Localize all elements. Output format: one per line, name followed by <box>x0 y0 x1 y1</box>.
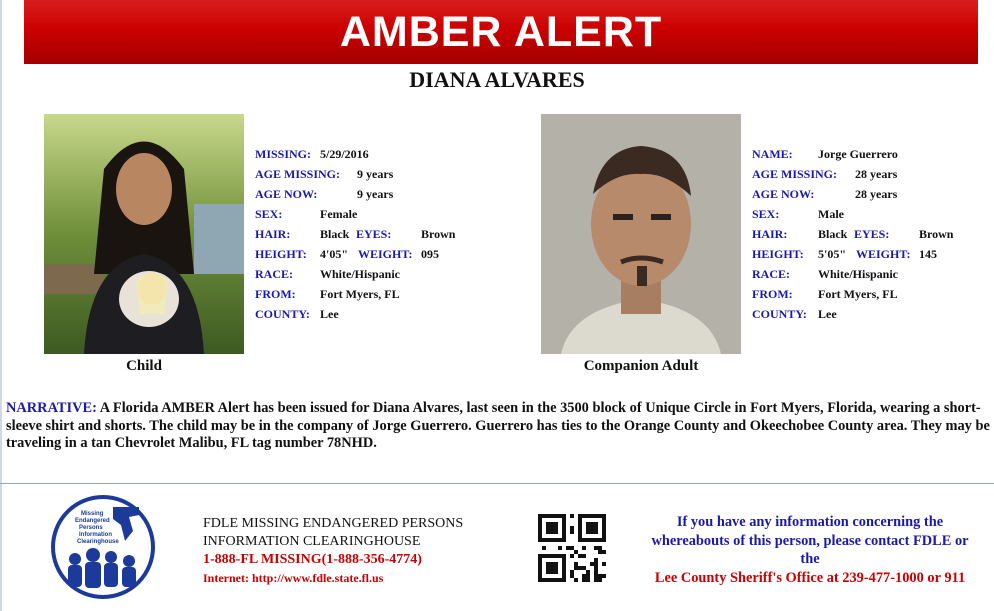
county-value: Lee <box>818 307 837 321</box>
eyes-label: EYES: <box>356 227 392 241</box>
svg-text:Persons: Persons <box>79 525 103 531</box>
from-label: FROM: <box>752 287 793 301</box>
companion-photo-caption: Companion Adult <box>583 358 699 374</box>
child-sex-row <box>255 204 495 224</box>
contact-instructions <box>630 513 990 587</box>
hair-value: Black <box>818 227 848 241</box>
hair-value: Black <box>320 227 350 241</box>
companion-height-row <box>752 244 987 264</box>
sex-value: Male <box>818 207 844 221</box>
name-value: Jorge Guerrero <box>818 147 898 161</box>
age-now-value: 28 years <box>855 187 898 201</box>
age-missing-label: AGE MISSING: <box>255 167 341 181</box>
weight-label: WEIGHT: <box>358 247 413 261</box>
narrative <box>6 400 991 453</box>
svg-text:Information: Information <box>79 532 112 538</box>
narrative-label: NARRATIVE: <box>6 400 97 416</box>
amber-alert-banner: AMBER ALERT <box>24 0 978 64</box>
child-hair-row <box>255 224 495 244</box>
hair-label: HAIR: <box>255 227 291 241</box>
age-missing-label: AGE MISSING: <box>752 167 838 181</box>
contact-line-2: whereabouts of this person, please contact FDLE or <box>651 532 969 549</box>
companion-photo <box>541 114 741 354</box>
name-label: NAME: <box>752 147 793 161</box>
qr-code <box>538 514 606 582</box>
svg-text:Missing: Missing <box>81 511 104 517</box>
hair-label: HAIR: <box>752 227 788 241</box>
from-label: FROM: <box>255 287 296 301</box>
sex-value: Female <box>320 207 358 221</box>
height-value: 5'05" <box>818 247 846 261</box>
height-value: 4'05" <box>320 247 348 261</box>
race-value: White/Hispanic <box>818 267 899 281</box>
eyes-label: EYES: <box>854 227 890 241</box>
companion-age-missing-row <box>752 164 987 184</box>
county-label: COUNTY: <box>752 307 807 321</box>
race-label: RACE: <box>752 267 790 281</box>
org-name-line2: INFORMATION CLEARINGHOUSE <box>203 534 421 549</box>
sex-label: SEX: <box>255 207 283 221</box>
age-now-label: AGE NOW: <box>752 187 815 201</box>
child-age-now-row <box>255 184 495 204</box>
contact-line-3: the <box>800 551 820 567</box>
footer-divider <box>0 483 994 484</box>
child-missing-row <box>255 144 495 164</box>
missing-date: 5/29/2016 <box>320 147 369 161</box>
eyes-value: Brown <box>421 227 456 241</box>
age-missing-value: 28 years <box>855 167 898 181</box>
clearinghouse-seal-logo <box>51 495 155 599</box>
child-info <box>255 144 495 324</box>
race-value: White/Hispanic <box>320 267 401 281</box>
height-label: HEIGHT: <box>752 247 804 261</box>
companion-race-row <box>752 264 987 284</box>
companion-age-now-row <box>752 184 987 204</box>
contact-line-4: Lee County Sheriff's Office at 239-477-1000 or 911 <box>654 569 966 586</box>
weight-label: WEIGHT: <box>856 247 911 261</box>
from-value: Fort Myers, FL <box>818 287 898 301</box>
child-age-missing-row <box>255 164 495 184</box>
companion-hair-row <box>752 224 987 244</box>
child-photo-caption: Child <box>126 358 162 374</box>
child-from-row <box>255 284 495 304</box>
child-name-heading: DIANA ALVARES <box>409 67 585 92</box>
child-photo <box>44 114 244 354</box>
narrative-text: A Florida AMBER Alert has been issued for Diana Alvares, last seen in the 3500 block of Unique Circle in Fort Myers, Florida, wearing a short-sleeve shirt and shorts. The child may be in the company of Jorge Guerrero. Guerrero has ties to the Orange County and Okeechobee County area. They may be traveling in a tan Chevrolet Malibu, FL tag number 78NHD. <box>6 400 990 451</box>
eyes-value: Brown <box>919 227 954 241</box>
contact-line-1: If you have any information concerning the <box>676 514 944 530</box>
age-now-label: AGE NOW: <box>255 187 318 201</box>
child-county-row <box>255 304 495 324</box>
county-value: Lee <box>320 307 339 321</box>
from-value: Fort Myers, FL <box>320 287 400 301</box>
sex-label: SEX: <box>752 207 780 221</box>
companion-from-row <box>752 284 987 304</box>
child-height-row <box>255 244 495 264</box>
missing-label: MISSING: <box>255 147 312 161</box>
svg-text:Endangered: Endangered <box>75 518 110 524</box>
weight-value: 145 <box>919 247 937 261</box>
age-now-value: 9 years <box>357 187 394 201</box>
hotline-phone: 1-888-FL MISSING(1-888-356-4774) <box>203 552 422 567</box>
county-label: COUNTY: <box>255 307 310 321</box>
child-race-row <box>255 264 495 284</box>
companion-name-row <box>752 144 987 164</box>
svg-text:Clearinghouse: Clearinghouse <box>77 539 119 545</box>
height-label: HEIGHT: <box>255 247 307 261</box>
race-label: RACE: <box>255 267 293 281</box>
org-name-line1: FDLE MISSING ENDANGERED PERSONS <box>203 516 464 531</box>
weight-value: 095 <box>421 247 439 261</box>
companion-county-row <box>752 304 987 324</box>
internet-link[interactable]: Internet: http://www.fdle.state.fl.us <box>203 571 384 585</box>
age-missing-value: 9 years <box>357 167 394 181</box>
clearinghouse-info <box>203 515 463 587</box>
companion-sex-row <box>752 204 987 224</box>
companion-info <box>752 144 987 324</box>
